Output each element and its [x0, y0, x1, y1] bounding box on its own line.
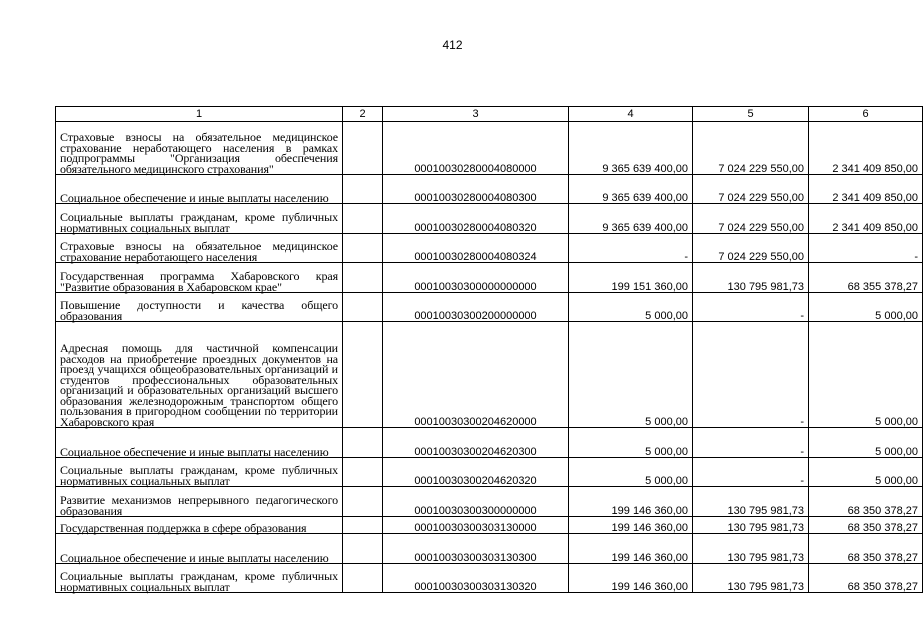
- row-code: 00010030300303130000: [383, 517, 569, 534]
- row-code: 00010030300204620000: [383, 322, 569, 428]
- row-value-6: 5 000,00: [809, 428, 923, 458]
- row-value-5: 7 024 229 550,00: [693, 234, 809, 263]
- table-row: [56, 122, 923, 175]
- table-row: [56, 293, 923, 322]
- row-code: 00010030300303130320: [383, 564, 569, 593]
- row-value-6: -: [809, 234, 923, 263]
- header-cell-4: 4: [569, 107, 693, 122]
- row-value-5: 130 795 981,73: [693, 564, 809, 593]
- row-value-6: 68 350 378,27: [809, 564, 923, 593]
- row-description: Адресная помощь для частичной компенсации расходов на приобретение проездных документов на проезд учащихся общеобразовательных организаций и студентов профессиональных образовательных организаций и образовательных организаций высшего образования железнодорожным транспортом общего пользования в пригородном сообщении по территории Хабаровского края: [56, 322, 343, 428]
- row-code: 00010030300200000000: [383, 293, 569, 322]
- row-value-5: 7 024 229 550,00: [693, 204, 809, 234]
- row-code: 00010030300204620320: [383, 458, 569, 487]
- row-col2: [343, 175, 383, 204]
- row-value-4: 9 365 639 400,00: [569, 204, 693, 234]
- row-value-5: -: [693, 428, 809, 458]
- row-col2: [343, 458, 383, 487]
- row-col2: [343, 517, 383, 534]
- row-code: 00010030300300000000: [383, 487, 569, 517]
- row-description: Социальное обеспечение и иные выплаты населению: [56, 534, 343, 564]
- row-col2: [343, 263, 383, 293]
- row-value-4: 199 146 360,00: [569, 534, 693, 564]
- row-description: Государственная поддержка в сфере образования: [56, 517, 343, 534]
- row-code: 00010030300303130300: [383, 534, 569, 564]
- row-description: Развитие механизмов непрерывного педагогического образования: [56, 487, 343, 517]
- row-value-6: 2 341 409 850,00: [809, 175, 923, 204]
- table-row: [56, 487, 923, 517]
- row-col2: [343, 122, 383, 175]
- row-value-4: 5 000,00: [569, 293, 693, 322]
- header-cell-3: 3: [383, 107, 569, 122]
- row-value-6: 5 000,00: [809, 293, 923, 322]
- table-row: [56, 263, 923, 293]
- row-value-4: 9 365 639 400,00: [569, 175, 693, 204]
- row-col2: [343, 428, 383, 458]
- row-description: Страховые взносы на обязательное медицинское страхование неработающего населения: [56, 234, 343, 263]
- row-description: Государственная программа Хабаровского края "Развитие образования в Хабаровском крае": [56, 263, 343, 293]
- row-description: Социальные выплаты гражданам, кроме публичных нормативных социальных выплат: [56, 204, 343, 234]
- row-col2: [343, 487, 383, 517]
- table-row: [56, 234, 923, 263]
- row-col2: [343, 293, 383, 322]
- row-value-4: 199 151 360,00: [569, 263, 693, 293]
- row-code: 00010030280004080000: [383, 122, 569, 175]
- row-value-5: 130 795 981,73: [693, 487, 809, 517]
- table-row: [56, 534, 923, 564]
- row-col2: [343, 234, 383, 263]
- table-row: [56, 458, 923, 487]
- row-col2: [343, 322, 383, 428]
- row-code: 00010030280004080324: [383, 234, 569, 263]
- row-value-6: 5 000,00: [809, 458, 923, 487]
- row-value-6: 2 341 409 850,00: [809, 204, 923, 234]
- row-col2: [343, 204, 383, 234]
- row-value-6: 68 355 378,27: [809, 263, 923, 293]
- row-code: 00010030300204620300: [383, 428, 569, 458]
- row-col2: [343, 564, 383, 593]
- table-row: [56, 204, 923, 234]
- table-header-row: [56, 107, 923, 122]
- row-value-5: 7 024 229 550,00: [693, 122, 809, 175]
- row-value-5: 130 795 981,73: [693, 263, 809, 293]
- row-value-6: 68 350 378,27: [809, 487, 923, 517]
- header-cell-2: 2: [343, 107, 383, 122]
- row-value-4: 5 000,00: [569, 428, 693, 458]
- row-value-4: 5 000,00: [569, 322, 693, 428]
- table-row: [56, 517, 923, 534]
- header-cell-6: 6: [809, 107, 923, 122]
- table-row: [56, 175, 923, 204]
- row-value-5: 7 024 229 550,00: [693, 175, 809, 204]
- row-value-4: 199 146 360,00: [569, 517, 693, 534]
- row-code: 00010030300000000000: [383, 263, 569, 293]
- row-description: Социальные выплаты гражданам, кроме публичных нормативных социальных выплат: [56, 564, 343, 593]
- row-code: 00010030280004080300: [383, 175, 569, 204]
- row-description: Социальное обеспечение и иные выплаты населению: [56, 175, 343, 204]
- row-value-5: 130 795 981,73: [693, 517, 809, 534]
- row-value-5: 130 795 981,73: [693, 534, 809, 564]
- row-value-6: 5 000,00: [809, 322, 923, 428]
- table-row: [56, 322, 923, 428]
- row-description: Страховые взносы на обязательное медицинское страхование неработающего населения в рамках подпрограммы "Организация обеспечения обязательного медицинского страхования": [56, 122, 343, 175]
- row-value-5: -: [693, 458, 809, 487]
- row-value-6: 68 350 378,27: [809, 517, 923, 534]
- row-value-4: 5 000,00: [569, 458, 693, 487]
- row-value-4: 199 146 360,00: [569, 487, 693, 517]
- row-col2: [343, 534, 383, 564]
- row-value-4: 199 146 360,00: [569, 564, 693, 593]
- row-value-5: -: [693, 293, 809, 322]
- row-value-6: 68 350 378,27: [809, 534, 923, 564]
- row-value-5: -: [693, 322, 809, 428]
- row-value-4: -: [569, 234, 693, 263]
- row-description: Социальное обеспечение и иные выплаты населению: [56, 428, 343, 458]
- page-number: 412: [442, 38, 463, 52]
- table-row: [56, 428, 923, 458]
- header-cell-1: 1: [56, 107, 343, 122]
- row-value-4: 9 365 639 400,00: [569, 122, 693, 175]
- row-code: 00010030280004080320: [383, 204, 569, 234]
- row-description: Социальные выплаты гражданам, кроме публичных нормативных социальных выплат: [56, 458, 343, 487]
- budget-table: [55, 106, 923, 593]
- row-value-6: 2 341 409 850,00: [809, 122, 923, 175]
- table-row: [56, 564, 923, 593]
- row-description: Повышение доступности и качества общего образования: [56, 293, 343, 322]
- header-cell-5: 5: [693, 107, 809, 122]
